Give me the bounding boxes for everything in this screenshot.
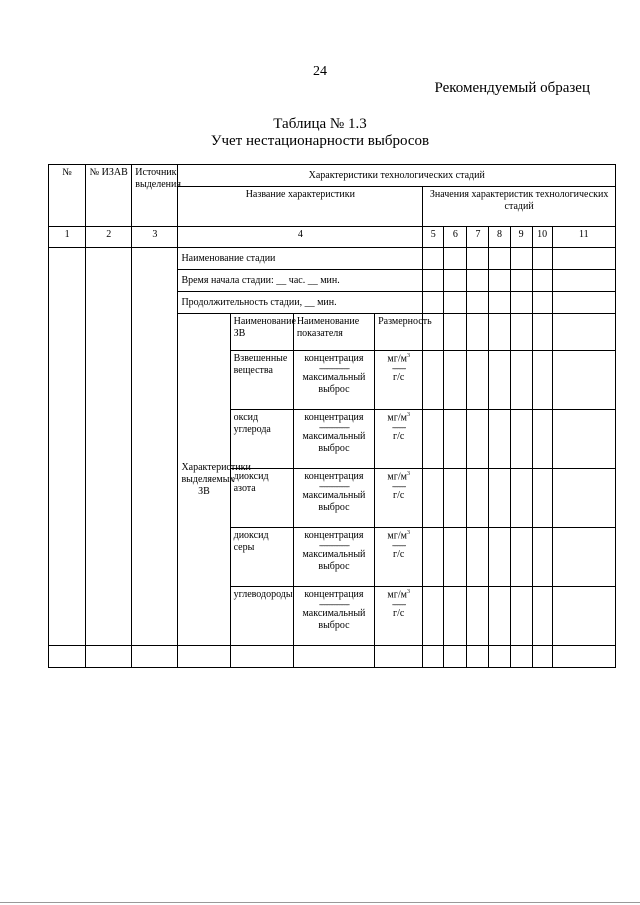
unit-superscript: 3 xyxy=(406,353,410,359)
column-number: 5 xyxy=(423,227,444,248)
indicator-concentration: концентрация xyxy=(304,530,364,541)
separator-line: ------------------ xyxy=(318,365,349,372)
stage-duration-label: Продолжительность стадии, __ мин. xyxy=(178,292,423,314)
indicator-concentration: концентрация xyxy=(304,589,364,600)
substance-name: углеводороды xyxy=(230,587,293,646)
stage-name-label: Наименование стадии xyxy=(178,248,423,270)
unit-rate: г/с xyxy=(393,431,405,443)
separator-line: ------------------ xyxy=(318,601,349,608)
sub-header-indicator: Наименование показателя xyxy=(293,314,374,351)
unit-rate: г/с xyxy=(393,490,405,502)
scan-edge-line xyxy=(0,902,640,903)
header-characteristic-name: Название характеристики xyxy=(178,187,423,227)
unit-cell xyxy=(375,410,423,469)
table-number: Таблица № 1.3 xyxy=(273,116,367,132)
separator-line: ------------------ xyxy=(318,424,349,431)
unit-concentration: мг/м xyxy=(387,353,407,365)
indicator-cell xyxy=(293,410,374,469)
separator-line: ------------------ xyxy=(318,483,349,490)
unit-cell xyxy=(375,587,423,646)
column-number: 11 xyxy=(552,227,615,248)
header-characteristics: Характеристики технологических стадий xyxy=(178,165,616,187)
indicator-cell xyxy=(293,469,374,528)
header-row-1 xyxy=(49,165,616,187)
unit-cell xyxy=(375,528,423,587)
substance-name: оксид углерода xyxy=(230,410,293,469)
substance-name: Взвешенные вещества xyxy=(230,351,293,410)
unit-rate: г/с xyxy=(393,549,405,561)
column-number: 1 xyxy=(49,227,86,248)
table-title: Учет нестационарности выбросов xyxy=(210,133,430,149)
column-number: 4 xyxy=(178,227,423,248)
substance-name: диоксид серы xyxy=(230,528,293,587)
column-number: 6 xyxy=(444,227,467,248)
page-number: 24 xyxy=(313,64,327,79)
stage-name-row xyxy=(49,248,616,270)
header-characteristic-values: Значения характеристик технологических стадий xyxy=(423,187,616,227)
indicator-max: максимальный выброс xyxy=(302,549,366,572)
unit-cell xyxy=(375,469,423,528)
indicator-concentration: концентрация xyxy=(304,412,364,423)
emissions-table xyxy=(48,164,616,646)
indicator-max: максимальный выброс xyxy=(302,372,366,395)
empty-row xyxy=(49,646,616,668)
unit-superscript: 3 xyxy=(406,530,410,536)
group-label: Характеристики выделяемых ЗВ xyxy=(178,314,230,646)
unit-separator-line: -------- xyxy=(392,601,406,609)
unit-superscript: 3 xyxy=(406,471,410,477)
cell-izav xyxy=(86,248,132,646)
unit-rate: г/с xyxy=(393,608,405,620)
unit-superscript: 3 xyxy=(406,589,410,595)
header-no: № xyxy=(49,165,86,227)
recommended-sample-label: Рекомендуемый образец xyxy=(434,80,590,96)
cell-source xyxy=(132,248,178,646)
indicator-cell xyxy=(293,351,374,410)
unit-concentration: мг/м xyxy=(387,530,407,542)
cell-no xyxy=(49,248,86,646)
unit-separator-line: -------- xyxy=(392,483,406,491)
substance-name: диоксид азота xyxy=(230,469,293,528)
header-izav: № ИЗАВ xyxy=(86,165,132,227)
column-number: 3 xyxy=(132,227,178,248)
unit-concentration: мг/м xyxy=(387,471,407,483)
unit-superscript: 3 xyxy=(406,412,410,418)
column-number: 9 xyxy=(510,227,532,248)
unit-concentration: мг/м xyxy=(387,412,407,424)
sub-header-substance: Наименование ЗВ xyxy=(230,314,293,351)
unit-concentration: мг/м xyxy=(387,589,407,601)
column-number: 2 xyxy=(86,227,132,248)
header-source: Источник выделения xyxy=(132,165,178,227)
indicator-concentration: концентрация xyxy=(304,353,364,364)
column-number: 8 xyxy=(489,227,510,248)
column-number: 10 xyxy=(532,227,552,248)
indicator-cell xyxy=(293,528,374,587)
stage-start-label: Время начала стадии: __ час. __ мин. xyxy=(178,270,423,292)
unit-cell xyxy=(375,351,423,410)
indicator-concentration: концентрация xyxy=(304,471,364,482)
separator-line: ------------------ xyxy=(318,542,349,549)
indicator-max: максимальный выброс xyxy=(302,608,366,631)
unit-rate: г/с xyxy=(393,372,405,384)
unit-separator-line: -------- xyxy=(392,542,406,550)
unit-separator-line: -------- xyxy=(392,365,406,373)
indicator-max: максимальный выброс xyxy=(302,490,366,513)
emissions-table-last-row xyxy=(48,645,616,668)
column-numbers-row xyxy=(49,227,616,248)
unit-separator-line: -------- xyxy=(392,424,406,432)
sub-header-unit: Размерность xyxy=(375,314,423,351)
indicator-max: максимальный выброс xyxy=(302,431,366,454)
column-number: 7 xyxy=(467,227,489,248)
indicator-cell xyxy=(293,587,374,646)
